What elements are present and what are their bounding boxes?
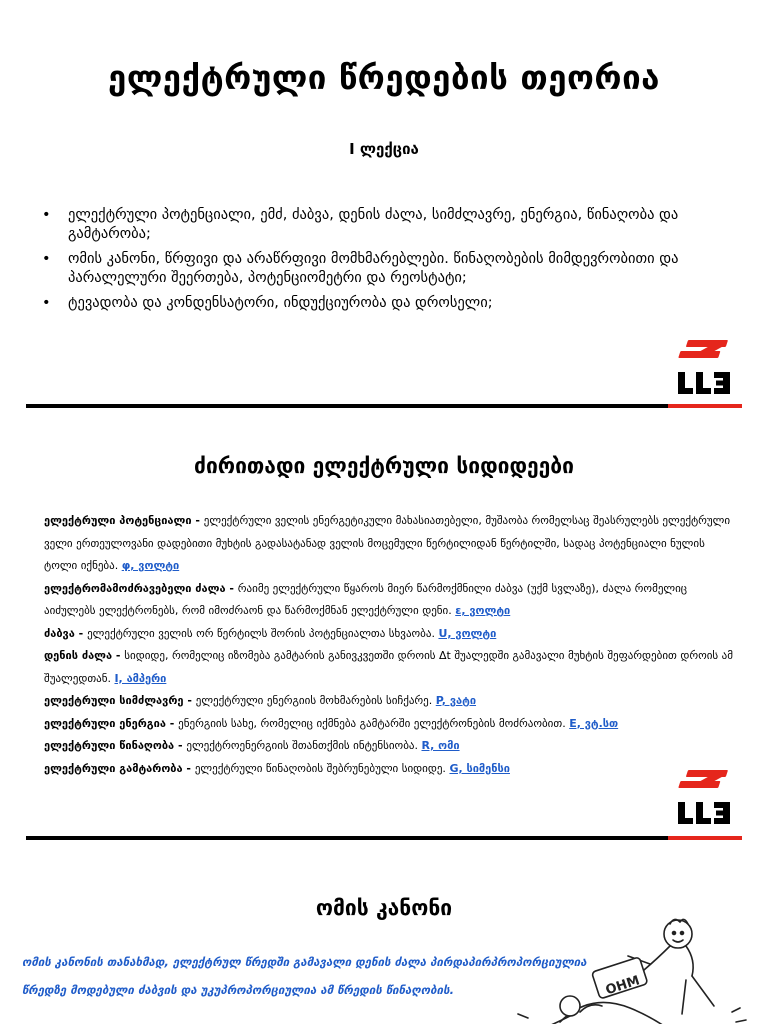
definition-item: ელექტრული სიმძლავრე - ელექტრული ენერგიის მოხმარების სიჩქარე. P, ვატი xyxy=(44,694,477,707)
unit-link[interactable]: ε, ვოლტი xyxy=(455,604,511,617)
definition-term: ელექტრული გამტარობა xyxy=(44,761,183,775)
divider-accent xyxy=(668,404,742,408)
definition-item: ძაბვა - ელექტრული ველის ორ წერტილს შორის პოტენციალთა სხვაობა. U, ვოლტი xyxy=(44,626,497,640)
list-item xyxy=(42,294,732,313)
university-logo-icon xyxy=(668,764,740,836)
ohm-label: OHM xyxy=(603,973,642,999)
definition-item: ელექტრული პოტენციალი - ელექტრული ველის ენერგეტიკული მახასიათებელი, მუშაობა რომელსაც შეასრულებს ელექტრული ველი ერთეულოვანი დადებითი მუხტის გადასატანად ველის მოცემული წერტილიდან წერტილში, სადაც პოტენციალი ნულის ტოლი იქნება. φ, ვოლტი xyxy=(44,514,731,572)
bullet-icon: • xyxy=(42,207,51,223)
unit-link[interactable]: R, ომი xyxy=(421,739,460,752)
unit-link[interactable]: E, ვტ.სთ xyxy=(569,716,619,730)
list-item-text: ელექტრული პოტენციალი, ემძ, ძაბვა, დენის ძალა, სიმძლავრე, ენერგია, წინაღობა და გამტარობა; xyxy=(68,207,679,242)
definition-text: რაიმე ელექტრული წყაროს მიერ წარმოქმნილი ძაბვა (უქმ სვლაზე), ძალა რომელიც აიძულებს ელექტრონებს, რომ იმოძრაონ და წარმოქმნან ელექტრული დენი. xyxy=(44,581,688,617)
bullet-icon: • xyxy=(42,295,51,311)
definition-text: ელექტროენერგიის შთანთქმის ინტენსიობა. xyxy=(186,739,418,752)
definition-text: ენერგიის სახე, რომელიც იქმნება გამტარში ელექტრონების მოძრაობით. xyxy=(178,716,566,730)
unit-link[interactable]: U, ვოლტი xyxy=(438,626,497,640)
definition-term: ელექტრული წინაღობა xyxy=(44,739,175,752)
definitions-list xyxy=(44,510,734,780)
unit-link[interactable]: G, სიმენსი xyxy=(449,761,510,775)
unit-link[interactable]: φ, ვოლტი xyxy=(121,559,180,572)
definition-text: ელექტრული ველის ორ წერტილს შორის პოტენციალთა სხვაობა. xyxy=(87,626,435,640)
list-item-text: ტევადობა და კონდენსატორი, ინდუქციურობა და დროსელი; xyxy=(68,295,493,311)
bullet-icon: • xyxy=(42,251,51,267)
slide-divider xyxy=(26,404,742,408)
definition-term: ელექტრომამოძრავებელი ძალა xyxy=(44,581,226,595)
slide-subtitle: I ლექცია xyxy=(349,140,419,158)
definition-text: ელექტრული ველის ენერგეტიკული მახასიათებელი, მუშაობა რომელსაც შეასრულებს ელექტრული ველი ერთეულოვანი დადებითი მუხტის გადასატანად ველის მოცემული წერტილიდან წერტილში, სადაც პოტენციალი ნულის ტოლი იქნება. xyxy=(44,514,731,572)
slide-lecture-intro xyxy=(0,0,768,410)
slide-title: ძირითადი ელექტრული სიდიდეები xyxy=(194,454,574,478)
topic-list xyxy=(42,206,732,319)
definition-text: ელექტრული წინაღობის შებრუნებული სიდიდე. xyxy=(194,761,446,775)
slide-ohms-law xyxy=(0,846,768,1024)
list-item xyxy=(42,250,732,288)
list-item xyxy=(42,206,732,244)
unit-link[interactable]: I, ამპერი xyxy=(114,671,167,685)
definition-term: ელექტრული პოტენციალი xyxy=(44,514,192,527)
definition-text: სიდიდე, რომელიც იზომება გამტარის განივკვეთში დროის Δt შუალედში გამავალი მუხტის შეფარდებით დროის ამ შუალედთან. xyxy=(44,649,733,685)
unit-link[interactable]: P, ვატი xyxy=(435,694,477,707)
statement-line: ომის კანონის თანახმად, ელექტრულ წრედში გამავალი დენის ძალა პირდაპირპროპორციულია xyxy=(22,955,587,969)
slide-divider xyxy=(26,836,742,840)
slide-electrical-quantities xyxy=(0,414,768,842)
university-logo-icon xyxy=(668,334,740,406)
list-item-text: ომის კანონი, წრფივი და არაწრფივი მომხმარებლები. წინაღობების მიმდევრობითი და პარალელური შეერთება, პოტენციომეტრი და რეოსტატი; xyxy=(68,251,679,286)
definition-text: ელექტრული ენერგიის მოხმარების სიჩქარე. xyxy=(195,694,433,707)
statement-line: წრედზე მოდებული ძაბვის და უკუპროპორციულია ამ წრედის წინაღობის. xyxy=(22,983,454,997)
slide-title: ელექტრული წრედების თეორია xyxy=(108,58,660,97)
definition-item: ელექტრომამოძრავებელი ძალა - რაიმე ელექტრული წყაროს მიერ წარმოქმნილი ძაბვა (უქმ სვლაზე), ძალა რომელიც აიძულებს ელექტრონებს, რომ იმოძრაონ და წარმოქმნან ელექტრული დენი. ε, ვოლტი xyxy=(44,581,688,617)
definition-term: დენის ძალა xyxy=(44,649,113,662)
ohm-cartoon-icon xyxy=(500,902,768,1024)
definition-item: ელექტრული წინაღობა - ელექტროენერგიის შთანთქმის ინტენსიობა. R, ომი xyxy=(44,739,460,752)
definition-item: ელექტრული ენერგია - ენერგიის სახე, რომელიც იქმნება გამტარში ელექტრონების მოძრაობით. E, ვტ.სთ xyxy=(44,716,619,730)
definition-term: ელექტრული ენერგია xyxy=(44,716,166,730)
divider-accent xyxy=(668,836,742,840)
definition-term: ძაბვა xyxy=(44,626,75,640)
definition-item: ელექტრული გამტარობა - ელექტრული წინაღობის შებრუნებული სიდიდე. G, სიმენსი xyxy=(44,761,510,775)
definition-item: დენის ძალა - სიდიდე, რომელიც იზომება გამტარის განივკვეთში დროის Δt შუალედში გამავალი მუხტის შეფარდებით დროის ამ შუალედთან. I, ამპერი xyxy=(44,649,733,685)
ohms-law-statement xyxy=(22,948,587,1004)
slide-title: ომის კანონი xyxy=(315,896,453,920)
definition-term: ელექტრული სიმძლავრე xyxy=(44,694,184,707)
